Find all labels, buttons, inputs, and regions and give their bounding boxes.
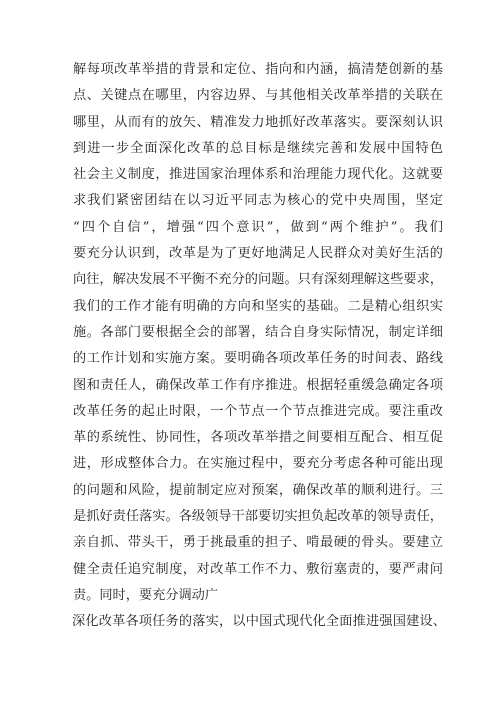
text-line: 社会主义制度，推进国家治理体系和治理能力现代化。这就要 [73,167,443,183]
text-line: 要充分认识到，改革是为了更好地满足人民群众对美好生活的 [73,246,443,262]
text-line: 进，形成整体合力。在实施过程中，要充分考虑各种可能出现 [73,456,443,472]
text-line: 的问题和风险，提前制定应对预案，确保改革的顺利进行。三 [73,482,443,498]
text-line: 施。各部门要根据全会的部署，结合自身实际情况，制定详细 [73,324,443,340]
text-line: 的工作计划和实施方案。要明确各项改革任务的时间表、路线 [73,351,443,367]
text-line: 是抓好责任落实。各级领导干部要切实担负起改革的领导责任， [73,509,443,525]
text-line: 深化改革各项任务的落实，以中国式现代化全面推进强国建设、 [72,614,446,630]
text-line: 我们的工作才能有明确的方向和坚实的基础。二是精心组织实 [73,298,443,314]
text-line: 亲自抓、带头干，勇于挑最重的担子、啃最硬的骨头。要建立 [73,535,443,551]
text-line: 哪里，从而有的放矢、精准发力地抓好改革落实。要深刻认识 [73,114,443,130]
text-line: 改革任务的起止时限，一个节点一个节点推进完成。要注重改 [73,403,443,419]
text-line: “四个自信”，增强“四个意识”，做到“两个维护”。我们 [73,219,443,235]
text-line: 解每项改革举措的背景和定位、指向和内涵，搞清楚创新的基 [73,62,443,77]
text-line: 到进一步全面深化改革的总目标是继续完善和发展中国特色 [73,140,443,156]
text-line: 点、关键点在哪里，内容边界、与其他相关改革举措的关联在 [73,88,443,104]
text-line: 革的系统性、协同性，各项改革举措之间要相互配合、相互促 [73,430,443,446]
document-body-text [72,57,446,636]
text-line: 向往，解决发展不平衡不充分的问题。只有深刻理解这些要求， [73,272,443,288]
text-line: 健全责任追究制度，对改革工作不力、敷衍塞责的，要严肃问 [73,561,443,577]
text-line: 求我们紧密团结在以习近平同志为核心的党中央周围，坚定 [73,193,443,209]
text-line: 责。同时，要充分调动广 [73,587,219,603]
text-line: 图和责任人，确保改革工作有序推进。根据轻重缓急确定各项 [73,377,443,393]
